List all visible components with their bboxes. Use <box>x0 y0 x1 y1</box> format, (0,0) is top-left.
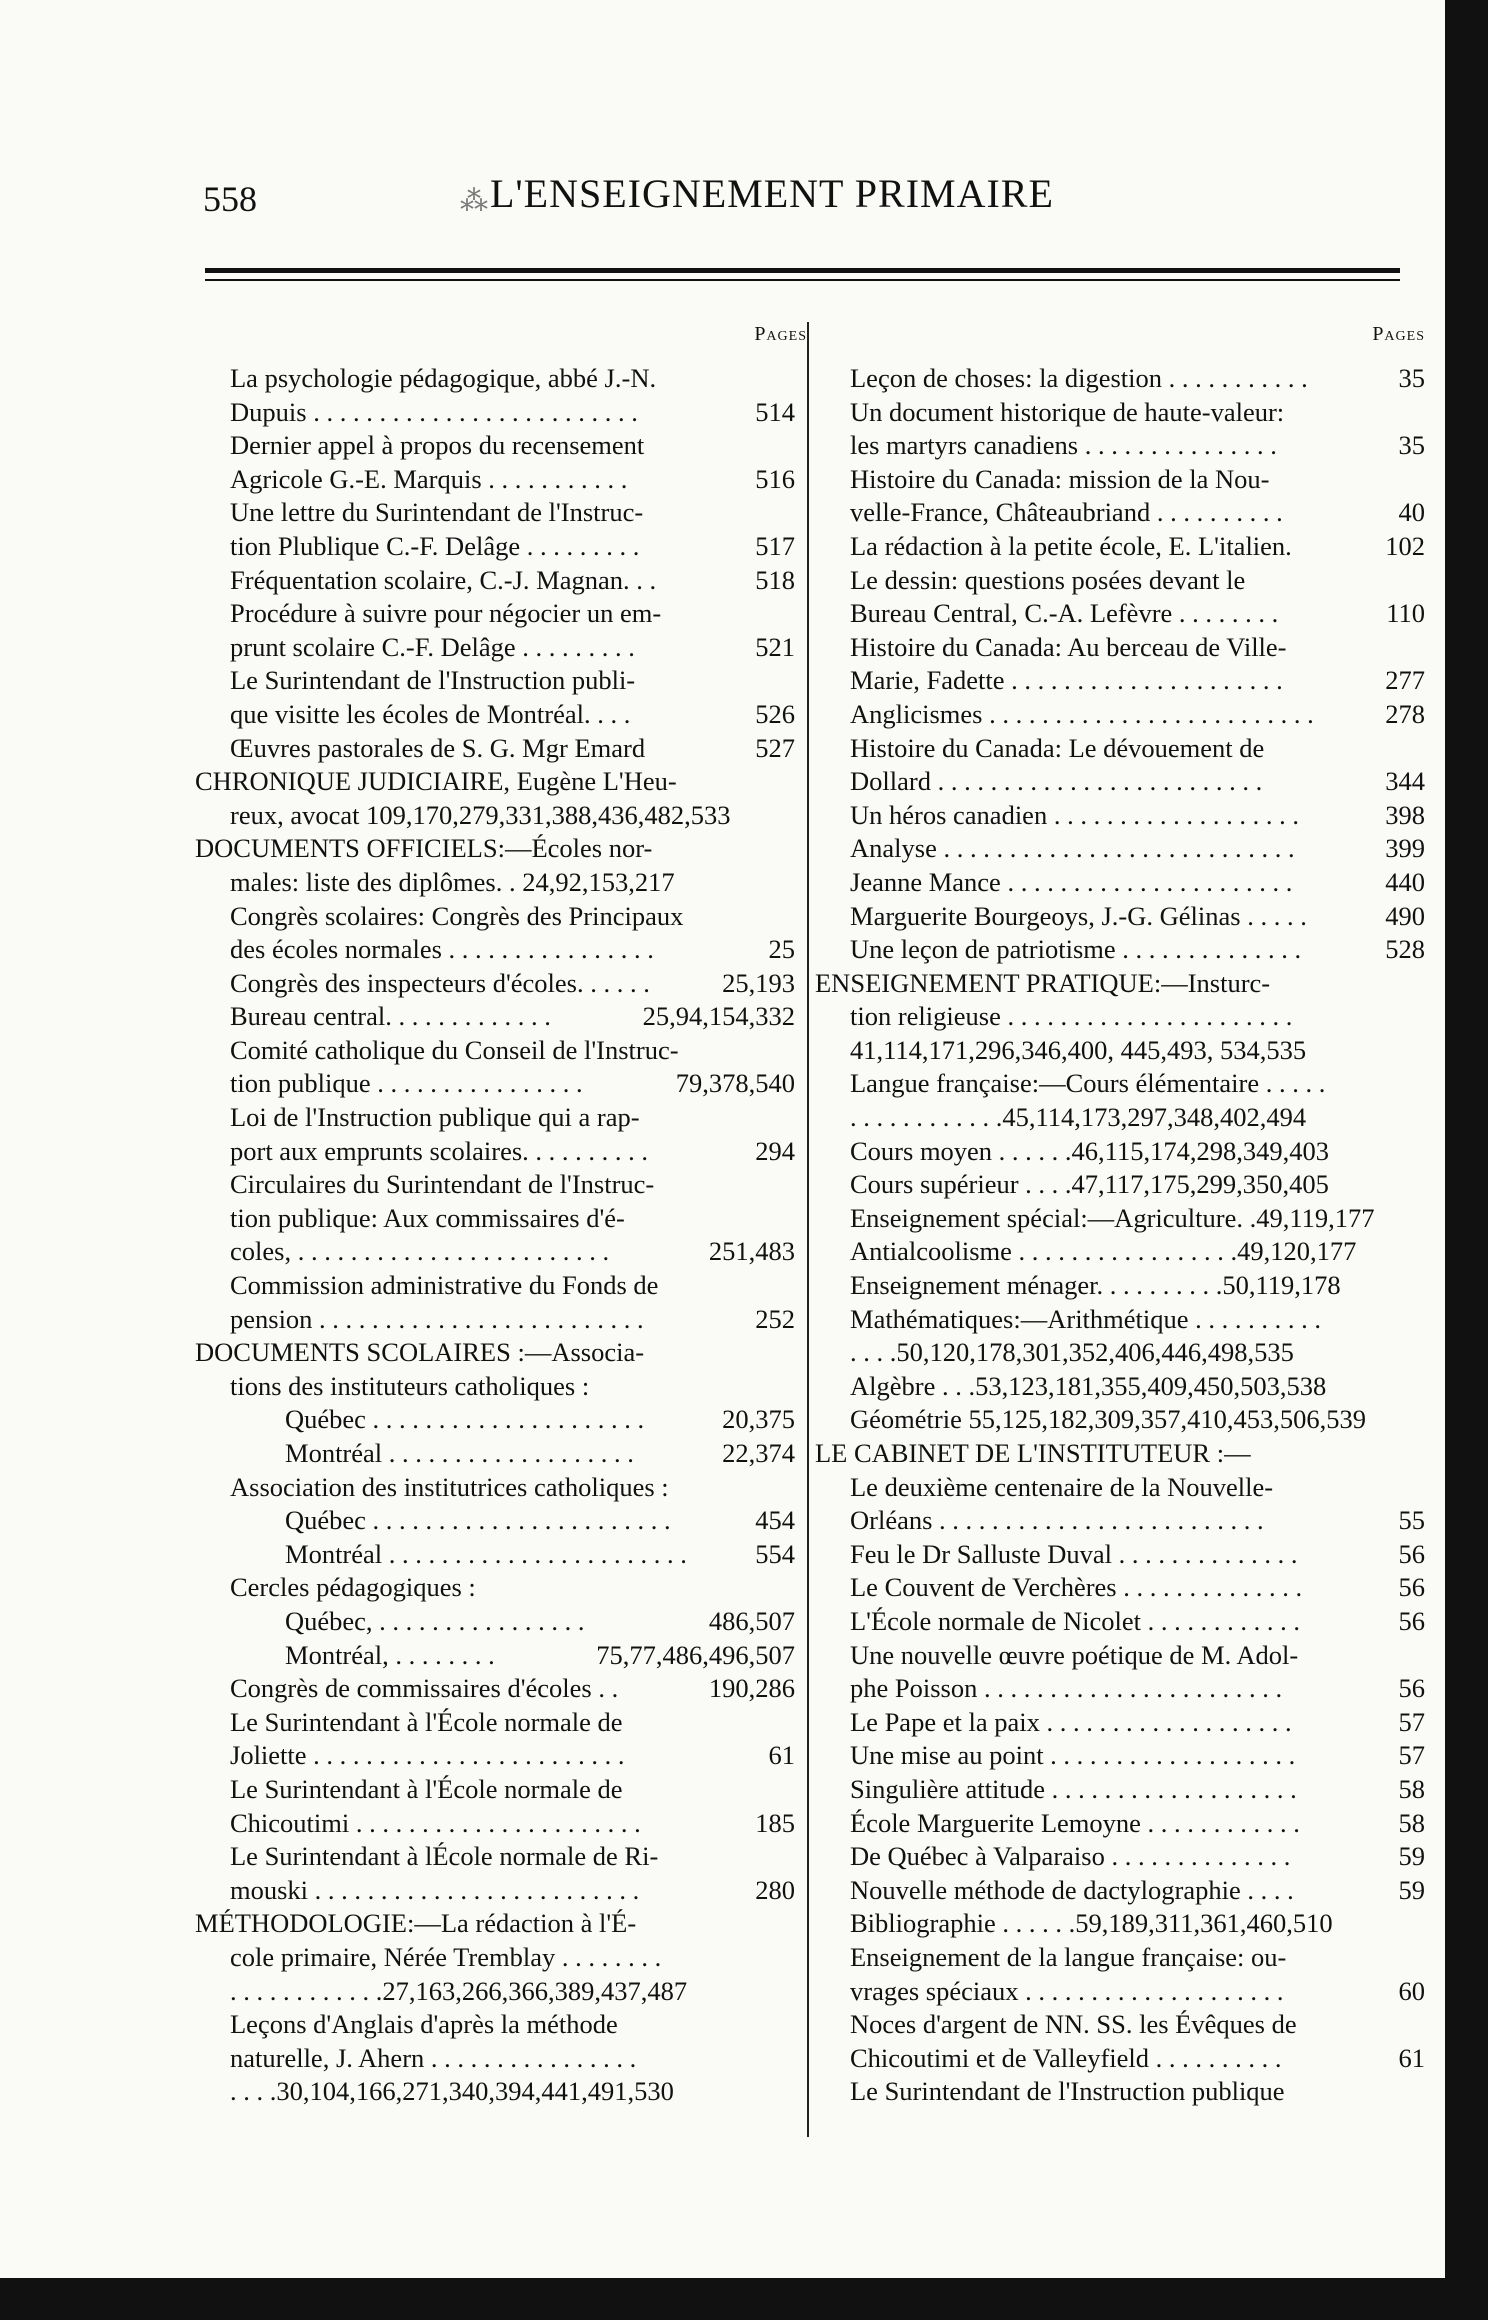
entry-text: ENSEIGNEMENT PRATIQUE:—Insturc- <box>815 967 1271 998</box>
pages-column-label: Pages <box>1372 323 1425 345</box>
entry-text: Québec . . . . . . . . . . . . . . . . . . . . . <box>285 1404 645 1435</box>
entry-text: Anglicismes . . . . . . . . . . . . . . . . . . . . . . . . . <box>850 698 1314 729</box>
index-entry-line <box>815 496 1425 530</box>
entry-text: Loi de l'Instruction publique qui a rap- <box>230 1102 640 1133</box>
entry-text: Histoire du Canada: Au berceau de Ville- <box>850 631 1287 662</box>
entry-text: Leçon de choses: la digestion . . . . . . . . . . . <box>850 363 1308 393</box>
entry-text: La rédaction à la petite école, E. L'italien. <box>850 530 1292 561</box>
entry-text: Mathématiques:—Arithmétique . . . . . . . . . . <box>850 1303 1322 1334</box>
entry-text: Œuvres pastorales de S. G. Mgr Emard <box>230 732 646 763</box>
entry-text: . . . . . . . . . . . .27,163,266,366,389,437,487 <box>230 1975 688 2006</box>
entry-text: velle-France, Châteaubriand . . . . . . . . . . <box>850 497 1283 528</box>
entry-page-number: 440 <box>1381 866 1425 900</box>
index-entry-line <box>195 1941 795 1975</box>
index-entry-line <box>815 1067 1425 1101</box>
entry-text: . . . .30,104,166,271,340,394,441,491,530 <box>230 2076 674 2107</box>
index-entry-line <box>815 832 1425 866</box>
left-column <box>195 318 807 2109</box>
index-entry-line <box>815 1269 1425 1303</box>
index-entry-line <box>815 1840 1425 1874</box>
entry-page-number: 40 <box>1395 496 1426 530</box>
right-entry-list <box>815 362 1425 2109</box>
index-entry-line <box>195 799 795 833</box>
index-entry-line <box>815 1538 1425 1572</box>
entry-page-number: 252 <box>751 1303 795 1337</box>
entry-text: Le dessin: questions posées devant le <box>850 564 1246 595</box>
entry-text: Le Surintendant à l'École normale de <box>230 1706 623 1737</box>
entry-page-number: 398 <box>1381 799 1425 833</box>
scan-edge-right <box>1445 0 1488 2320</box>
entry-text: Agricole G.-E. Marquis . . . . . . . . . . . <box>230 463 628 494</box>
index-entry-line <box>195 1605 795 1639</box>
entry-page-number: 251,483 <box>705 1235 795 1269</box>
index-entry-line <box>195 530 795 564</box>
entry-text: vrages spéciaux . . . . . . . . . . . . . . . . . . . . <box>850 1975 1284 2006</box>
entry-text: Nouvelle méthode de dactylographie . . . . <box>850 1874 1294 1905</box>
entry-page-number: 516 <box>751 463 795 497</box>
index-entry-line <box>815 2042 1425 2076</box>
entry-text: Chicoutimi . . . . . . . . . . . . . . . . . . . . . . <box>230 1807 641 1838</box>
entry-page-number: 56 <box>1395 1571 1426 1605</box>
entry-text: Cercles pédagogiques : <box>230 1572 476 1603</box>
entry-text: Fréquentation scolaire, C.-J. Magnan. . . <box>230 564 657 595</box>
index-entry-line <box>815 2008 1425 2042</box>
entry-text: Enseignement spécial:—Agriculture. .49,119,177 <box>850 1202 1375 1233</box>
entry-text: les martyrs canadiens . . . . . . . . . . . . . . . <box>850 430 1277 461</box>
entry-page-number: 22,374 <box>718 1437 795 1471</box>
index-entry-line <box>815 732 1425 766</box>
entry-text: Le Surintendant de l'Instruction publique <box>850 2076 1285 2107</box>
entry-page-number: 517 <box>751 530 795 564</box>
index-entry-line <box>195 1773 795 1807</box>
index-entry-line <box>195 1504 795 1538</box>
entry-text: Un document historique de haute-valeur: <box>850 396 1285 427</box>
entry-page-number: 526 <box>751 698 795 732</box>
entry-page-number: 294 <box>751 1135 795 1169</box>
index-entry-line <box>195 2008 795 2042</box>
index-entry-line <box>815 1672 1425 1706</box>
index-entry-line <box>815 1336 1425 1370</box>
entry-page-number: 57 <box>1395 1739 1426 1773</box>
entry-text: Association des institutrices catholiques : <box>230 1471 669 1502</box>
index-entry-line <box>195 1202 795 1236</box>
entry-text: Québec . . . . . . . . . . . . . . . . . . . . . . . <box>285 1505 671 1536</box>
index-entry-line <box>195 900 795 934</box>
entry-text: 41,114,171,296,346,400, 445,493, 534,535 <box>850 1034 1307 1065</box>
entry-text: Le Pape et la paix . . . . . . . . . . . . . . . . . . . <box>850 1706 1292 1737</box>
entry-text: Congrès de commissaires d'écoles . . <box>230 1673 619 1704</box>
entry-text: Histoire du Canada: Le dévouement de <box>850 732 1265 763</box>
entry-page-number: 59 <box>1395 1874 1426 1908</box>
entry-text: Noces d'argent de NN. SS. les Évêques de <box>850 2009 1297 2040</box>
index-entry-line <box>815 1907 1425 1941</box>
entry-text: des écoles normales . . . . . . . . . . . . . . . . <box>230 934 654 965</box>
index-entry-line <box>195 1471 795 1505</box>
index-entry-line <box>815 1706 1425 1740</box>
entry-text: Joliette . . . . . . . . . . . . . . . . . . . . . . . . <box>230 1740 625 1771</box>
index-entry-line <box>195 2075 795 2109</box>
index-entry-line <box>195 1000 795 1034</box>
index-entry-line <box>195 597 795 631</box>
entry-text: Cours moyen . . . . . .46,115,174,298,349,403 <box>850 1135 1329 1166</box>
index-entry-line <box>195 664 795 698</box>
entry-page-number: 58 <box>1395 1773 1426 1807</box>
entry-text: Montréal . . . . . . . . . . . . . . . . . . . <box>285 1438 634 1468</box>
index-entry-line <box>195 1571 795 1605</box>
index-entry-line <box>195 1975 795 2009</box>
index-entry-line <box>195 1168 795 1202</box>
entry-text: Enseignement ménager. . . . . . . . . .50,119,178 <box>850 1270 1341 1301</box>
index-entry-line <box>815 967 1425 1001</box>
index-entry-line <box>815 799 1425 833</box>
index-entry-line <box>195 1336 795 1370</box>
entry-text: Leçons d'Anglais d'après la méthode <box>230 2009 618 2040</box>
entry-text: Dollard . . . . . . . . . . . . . . . . . . . . . . . . . <box>850 766 1263 797</box>
index-entry-line <box>815 1471 1425 1505</box>
index-entry-line <box>195 1235 795 1269</box>
entry-page-number: 25 <box>765 933 796 967</box>
entry-text: Le Surintendant à l'École normale de <box>230 1773 623 1804</box>
index-entry-line <box>815 1975 1425 2009</box>
left-entry-list <box>195 362 795 2109</box>
entry-text: males: liste des diplômes. . 24,92,153,217 <box>230 866 675 897</box>
entry-page-number: 528 <box>1381 933 1425 967</box>
entry-text: . . . .50,120,178,301,352,406,446,498,535 <box>850 1337 1294 1368</box>
entry-text: Circulaires du Surintendant de l'Instruc- <box>230 1169 655 1200</box>
index-entry-line <box>195 698 795 732</box>
index-entry-line <box>815 1504 1425 1538</box>
index-entry-line <box>195 2042 795 2076</box>
entry-text: tions des instituteurs catholiques : <box>230 1370 590 1401</box>
entry-text: Analyse . . . . . . . . . . . . . . . . . . . . . . . . . . . <box>850 833 1295 864</box>
entry-text: LE CABINET DE L'INSTITUTEUR :— <box>815 1438 1251 1468</box>
index-entry-line <box>195 1370 795 1404</box>
entry-text: Dupuis . . . . . . . . . . . . . . . . . . . . . . . . . <box>230 396 638 427</box>
index-entry-line <box>195 496 795 530</box>
entry-text: Jeanne Mance . . . . . . . . . . . . . . . . . . . . . . <box>850 866 1293 897</box>
entry-page-number: 61 <box>765 1739 796 1773</box>
header-ornament-icon: ⁂ <box>460 186 488 217</box>
entry-text: Marguerite Bourgeoys, J.-G. Gélinas . . . . . <box>850 900 1307 931</box>
entry-text: Histoire du Canada: mission de la Nou- <box>850 463 1270 494</box>
entry-text: tion publique: Aux commissaires d'é- <box>230 1202 625 1233</box>
index-entry-line <box>195 866 795 900</box>
index-entry-line <box>815 1639 1425 1673</box>
index-entry-line <box>195 1034 795 1068</box>
index-entry-line <box>195 1639 795 1673</box>
entry-text: Une leçon de patriotisme . . . . . . . . . . . . . . <box>850 934 1302 965</box>
index-entry-line <box>815 1739 1425 1773</box>
entry-text: naturelle, J. Ahern . . . . . . . . . . . . . . . . <box>230 2042 637 2073</box>
entry-text: Dernier appel à propos du recensement <box>230 430 645 461</box>
index-entry-line <box>195 765 795 799</box>
entry-text: prunt scolaire C.-F. Delâge . . . . . . . . . <box>230 631 635 662</box>
entry-page-number: 278 <box>1381 698 1425 732</box>
entry-text: Le Surintendant à lÉcole normale de Ri- <box>230 1841 659 1872</box>
running-head: L'ENSEIGNEMENT PRIMAIRE <box>490 171 1054 216</box>
index-entry-line <box>815 1135 1425 1169</box>
column-divider <box>807 322 809 2137</box>
index-entry-line <box>195 1907 795 1941</box>
index-entry-line <box>195 832 795 866</box>
entry-text: port aux emprunts scolaires. . . . . . . . . . <box>230 1135 649 1166</box>
entry-page-number: 56 <box>1395 1672 1426 1706</box>
entry-page-number: 514 <box>751 396 795 430</box>
index-entry-line <box>195 362 795 396</box>
entry-text: Marie, Fadette . . . . . . . . . . . . . . . . . . . . . <box>850 665 1283 696</box>
entry-page-number: 56 <box>1395 1605 1426 1639</box>
entry-text: École Marguerite Lemoyne . . . . . . . . . . . . <box>850 1807 1300 1838</box>
entry-text: Une lettre du Surintendant de l'Instruc- <box>230 497 644 528</box>
entry-text: Langue française:—Cours élémentaire . . . . . <box>850 1068 1326 1099</box>
index-entry-line <box>815 1807 1425 1841</box>
right-column <box>815 318 1425 2109</box>
index-entry-line <box>815 1370 1425 1404</box>
index-entry-line <box>195 1672 795 1706</box>
index-entry-line <box>195 1269 795 1303</box>
entry-text: pension . . . . . . . . . . . . . . . . . . . . . . . . . <box>230 1303 644 1334</box>
index-entry-line <box>195 1538 795 1572</box>
index-entry-line <box>195 1840 795 1874</box>
entry-page-number: 79,378,540 <box>672 1067 795 1101</box>
entry-page-number: 25,94,154,332 <box>639 1000 795 1034</box>
index-entry-line <box>815 664 1425 698</box>
entry-page-number: 521 <box>751 631 795 665</box>
entry-page-number: 454 <box>751 1504 795 1538</box>
entry-page-number: 60 <box>1395 1975 1426 2009</box>
entry-page-number: 57 <box>1395 1706 1426 1740</box>
index-entry-line <box>195 1101 795 1135</box>
entry-page-number: 20,375 <box>718 1403 795 1437</box>
entry-page-number: 185 <box>751 1807 795 1841</box>
index-entry-line <box>815 429 1425 463</box>
entry-text: Orléans . . . . . . . . . . . . . . . . . . . . . . . . . <box>850 1505 1264 1536</box>
index-entry-line <box>195 429 795 463</box>
entry-text: Procédure à suivre pour négocier un em- <box>230 598 662 629</box>
index-entry-line <box>815 362 1425 396</box>
entry-page-number: 35 <box>1395 429 1426 463</box>
index-entry-line <box>815 631 1425 665</box>
entry-text: Enseignement de la langue française: ou- <box>850 1941 1287 1972</box>
entry-text: mouski . . . . . . . . . . . . . . . . . . . . . . . . . <box>230 1874 640 1905</box>
entry-page-number: 280 <box>751 1874 795 1908</box>
index-entry-line <box>195 396 795 430</box>
index-entry-line <box>815 1034 1425 1068</box>
index-entry-line <box>815 1941 1425 1975</box>
entry-text: La psychologie pédagogique, abbé J.-N. <box>230 363 657 393</box>
pages-column-label: Pages <box>754 323 807 345</box>
index-entry-line <box>195 463 795 497</box>
index-entry-line <box>815 1168 1425 1202</box>
entry-page-number: 75,77,486,496,507 <box>592 1639 795 1673</box>
page-number: 558 <box>203 179 257 219</box>
scan-edge-bottom <box>0 2278 1488 2320</box>
entry-text: Congrès scolaires: Congrès des Principaux <box>230 900 684 931</box>
index-entry-line <box>815 698 1425 732</box>
entry-page-number: 59 <box>1395 1840 1426 1874</box>
index-entry-line <box>195 1739 795 1773</box>
index-entry-line <box>815 396 1425 430</box>
entry-page-number: 344 <box>1381 765 1425 799</box>
entry-text: cole primaire, Nérée Tremblay . . . . . . . . <box>230 1941 662 1972</box>
entry-text: tion publique . . . . . . . . . . . . . . . . <box>230 1068 583 1099</box>
entry-text: DOCUMENTS OFFICIELS:—Écoles nor- <box>195 833 653 864</box>
entry-text: DOCUMENTS SCOLAIRES :—Associa- <box>195 1337 645 1368</box>
entry-text: Congrès des inspecteurs d'écoles. . . . . . <box>230 967 650 998</box>
entry-page-number: 110 <box>1382 597 1425 631</box>
entry-text: Une nouvelle œuvre poétique de M. Adol- <box>850 1639 1299 1670</box>
entry-text: Une mise au point . . . . . . . . . . . . . . . . . . . <box>850 1740 1296 1771</box>
entry-page-number: 554 <box>751 1538 795 1572</box>
entry-page-number: 277 <box>1381 664 1425 698</box>
entry-text: Singulière attitude . . . . . . . . . . . . . . . . . . . <box>850 1773 1297 1804</box>
index-entry-line <box>815 1571 1425 1605</box>
entry-text: Montréal . . . . . . . . . . . . . . . . . . . . . . . <box>285 1538 687 1569</box>
entry-text: MÉTHODOLOGIE:—La rédaction à l'É- <box>195 1908 637 1939</box>
index-entry-line <box>815 2075 1425 2109</box>
index-entry-line <box>815 933 1425 967</box>
entry-page-number: 55 <box>1395 1504 1426 1538</box>
entry-page-number: 25,193 <box>718 967 795 1001</box>
index-entry-line <box>195 1874 795 1908</box>
index-entry-line <box>195 1303 795 1337</box>
entry-text: Bureau central. . . . . . . . . . . . . <box>230 1001 551 1032</box>
entry-text: Un héros canadien . . . . . . . . . . . . . . . . . . . <box>850 799 1299 830</box>
entry-page-number: 486,507 <box>705 1605 795 1639</box>
index-entry-line <box>815 1437 1425 1471</box>
index-entry-line <box>815 1000 1425 1034</box>
entry-text: De Québec à Valparaiso . . . . . . . . . . . . . . <box>850 1841 1291 1872</box>
entry-text: Bureau Central, C.-A. Lefèvre . . . . . . . . <box>850 598 1279 629</box>
index-entry-line <box>815 1303 1425 1337</box>
index-entry-line <box>815 597 1425 631</box>
index-entry-line <box>815 1605 1425 1639</box>
entry-text: Géométrie 55,125,182,309,357,410,453,506,539 <box>850 1404 1366 1435</box>
entry-page-number: 490 <box>1381 900 1425 934</box>
entry-text: L'École normale de Nicolet . . . . . . . . . . . . <box>850 1605 1300 1636</box>
index-entry-line <box>195 1403 795 1437</box>
entry-text: Bibliographie . . . . . .59,189,311,361,460,510 <box>850 1908 1333 1939</box>
index-entry-line <box>815 765 1425 799</box>
entry-page-number: 527 <box>751 732 795 766</box>
entry-page-number: 518 <box>751 564 795 598</box>
header-rule <box>205 268 1400 273</box>
index-entry-line <box>815 900 1425 934</box>
entry-text: Algèbre . . .53,123,181,355,409,450,503,538 <box>850 1370 1327 1401</box>
index-entry-line <box>815 564 1425 598</box>
entry-text: tion Plublique C.-F. Delâge . . . . . . . . . <box>230 530 640 561</box>
entry-text: Le Couvent de Verchères . . . . . . . . . . . . . . <box>850 1572 1303 1603</box>
index-entry-line <box>815 1101 1425 1135</box>
entry-text: Feu le Dr Salluste Duval . . . . . . . . . . . . . . <box>850 1538 1298 1569</box>
index-entry-line <box>815 1403 1425 1437</box>
entry-text: coles, . . . . . . . . . . . . . . . . . . . . . . . . <box>230 1236 610 1267</box>
entry-text: que visitte les écoles de Montréal. . . . <box>230 698 631 729</box>
index-entry-line <box>815 530 1425 564</box>
index-entry-line <box>195 631 795 665</box>
entry-text: phe Poisson . . . . . . . . . . . . . . . . . . . . . . . <box>850 1673 1283 1704</box>
entry-page-number: 190,286 <box>705 1672 795 1706</box>
entry-text: Le Surintendant de l'Instruction publi- <box>230 665 636 696</box>
entry-page-number: 61 <box>1395 2042 1426 2076</box>
index-entry-line <box>195 1135 795 1169</box>
index-entry-line <box>195 1437 795 1471</box>
index-entry-line <box>815 1874 1425 1908</box>
index-entry-line <box>195 1807 795 1841</box>
entry-text: Commission administrative du Fonds de <box>230 1270 659 1301</box>
index-entry-line <box>815 1202 1425 1236</box>
entry-page-number: 58 <box>1395 1807 1426 1841</box>
entry-text: Cours supérieur . . . .47,117,175,299,350,405 <box>850 1169 1329 1200</box>
entry-text: Antialcoolisme . . . . . . . . . . . . . . . . .49,120,177 <box>850 1236 1357 1267</box>
index-entry-line <box>195 967 795 1001</box>
entry-text: Comité catholique du Conseil de l'Instruc- <box>230 1034 679 1065</box>
index-entry-line <box>815 1773 1425 1807</box>
entry-page-number: 399 <box>1381 832 1425 866</box>
entry-text: Le deuxième centenaire de la Nouvelle- <box>850 1471 1274 1502</box>
entry-text: CHRONIQUE JUDICIAIRE, Eugène L'Heu- <box>195 766 677 797</box>
entry-text: tion religieuse . . . . . . . . . . . . . . . . . . . . . . <box>850 1001 1293 1032</box>
index-entry-line <box>195 1706 795 1740</box>
header-rule-thin <box>205 279 1400 281</box>
index-entry-line <box>195 933 795 967</box>
entry-page-number: 102 <box>1381 530 1425 564</box>
entry-page-number: 35 <box>1395 362 1426 396</box>
index-entry-line <box>815 463 1425 497</box>
entry-text: . . . . . . . . . . . .45,114,173,297,348,402,494 <box>850 1102 1307 1133</box>
entry-text: reux, avocat 109,170,279,331,388,436,482,533 <box>230 799 731 830</box>
entry-text: Chicoutimi et de Valleyfield . . . . . . . . . . <box>850 2042 1282 2073</box>
entry-page-number: 56 <box>1395 1538 1426 1572</box>
index-entry-line <box>815 1235 1425 1269</box>
index-entry-line <box>195 564 795 598</box>
index-entry-line <box>195 732 795 766</box>
entry-text: Montréal, . . . . . . . . <box>285 1639 495 1670</box>
entry-text: Québec, . . . . . . . . . . . . . . . . <box>285 1605 585 1636</box>
index-entry-line <box>815 866 1425 900</box>
index-entry-line <box>195 1067 795 1101</box>
